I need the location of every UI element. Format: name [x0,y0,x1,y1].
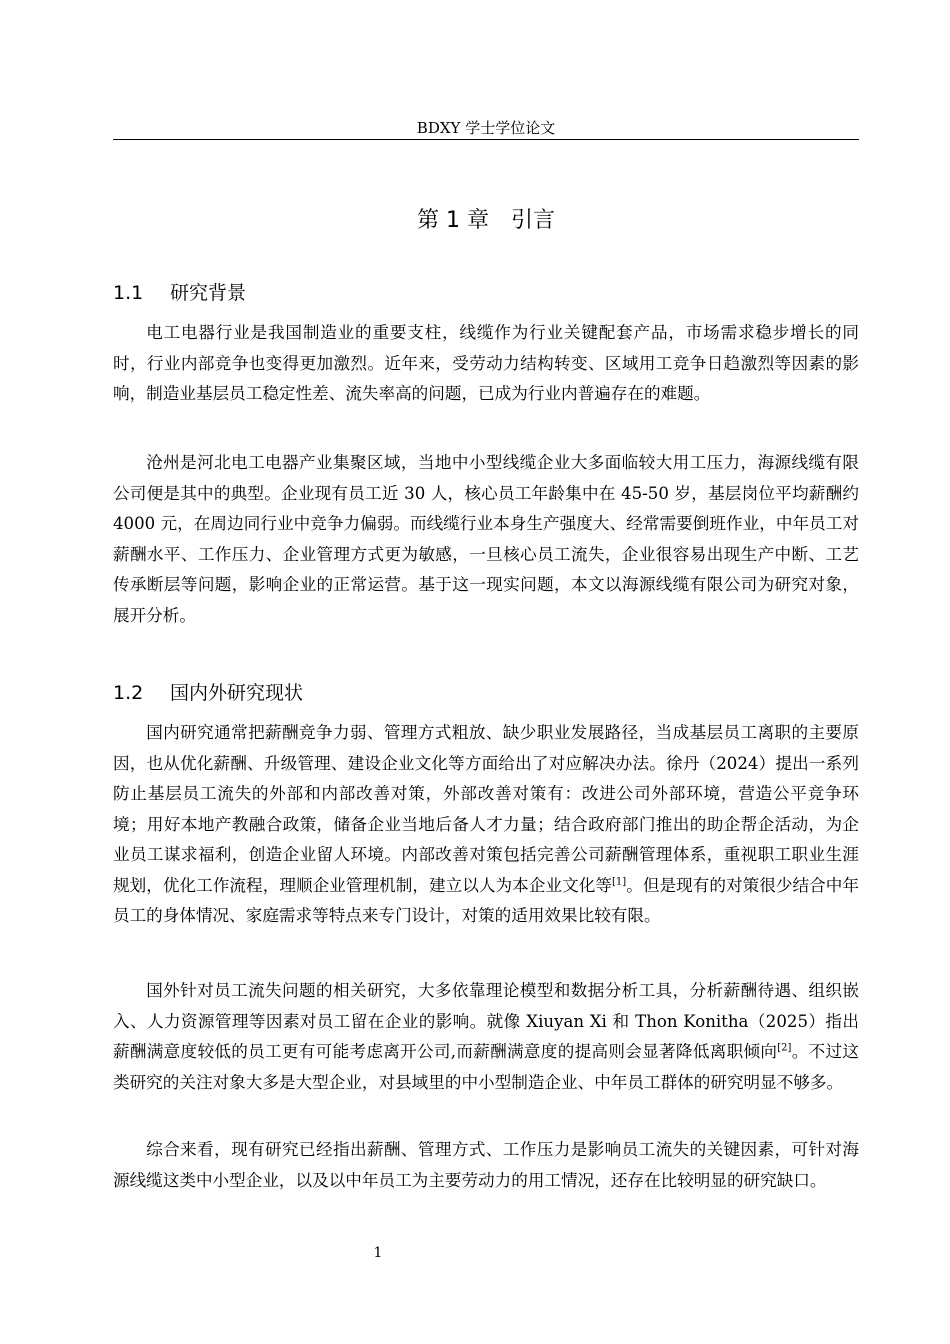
section-number: 1.2 [113,682,144,704]
header-rule [113,139,859,140]
paragraph [113,718,859,932]
paragraph-text: 国内研究通常把薪酬竞争力弱、管理方式粗放、缺少职业发展路径，当成基层员工离职的主要原因，也从优化薪酬、升级管理、建设企业文化等方面给出了对应解决办法。徐丹（2024）提出一系列防止基层员工流失的外部和内部改善对策，外部改善对策有：改进公司外部环境，营造公平竞争环境；用好本地产教融合政策，储备企业当地后备人才力量；结合政府部门推出的助企帮企活动，为企业员工谋求福利，创造企业留人环境。内部改善对策包括完善公司薪酬管理体系，重视职工职业生涯规划，优化工作流程，理顺企业管理机制，建立以人为本企业文化等 [113,723,859,895]
paragraph-text: 。但是现有的对策很少结合中年员工的身体情况、家庭需求等特点来专门设计，对策的适用效果比较有限。 [113,875,860,925]
paragraph [113,1135,859,1196]
section-heading-1-1 [113,280,246,306]
paragraph-text: 综合来看，现有研究已经指出薪酬、管理方式、工作压力是影响员工流失的关键因素，可针对海源线缆这类中小型企业，以及以中年员工为主要劳动力的用工情况，还存在比较明显的研究缺口。 [113,1140,859,1190]
citation-mark: [1] [611,875,627,887]
paragraph-text: 电工电器行业是我国制造业的重要支柱，线缆作为行业关键配套产品，市场需求稳步增长的同时，行业内部竞争也变得更加激烈。近年来，受劳动力结构转变、区域用工竞争日趋激烈等因素的影响，制造业基层员工稳定性差、流失率高的问题，已成为行业内普遍存在的难题。 [113,323,859,403]
section-heading-1-2 [113,680,303,706]
paragraph-text: 国外针对员工流失问题的相关研究，大多依靠理论模型和数据分析工具，分析薪酬待遇、组织嵌入、人力资源管理等因素对员工留在企业的影响。就像 Xiuyan Xi 和 Thon Konitha（2025）指出薪酬满意度较低的员工更有可能考虑离开公司,而薪酬满意度的提高则会显著降低离职倾向 [113,981,859,1061]
citation-mark: [2] [777,1042,792,1054]
section-number: 1.1 [113,282,144,304]
paragraph [113,448,859,631]
page-number: 1 [373,1245,383,1261]
section-title: 国内外研究现状 [170,682,304,704]
paragraph-text: 。不过这类研究的关注对象大多是大型企业，对县域里的中小型制造企业、中年员工群体的研究明显不够多。 [113,1042,859,1092]
section-title: 研究背景 [170,282,247,304]
running-header: BDXY 学士学位论文 [416,119,556,137]
paragraph [113,976,859,1098]
paragraph-text: 沧州是河北电工电器产业集聚区域，当地中小型线缆企业大多面临较大用工压力，海源线缆有限公司便是其中的典型。企业现有员工近 30 人，核心员工年龄集中在 45-50 岁，基层岗位平均薪酬约 4000 元，在周边同行业中竞争力偏弱。而线缆行业本身生产强度大、经常需要倒班作业，中年员工对薪酬水平、工作压力、企业管理方式更为敏感，一旦核心员工流失，企业很容易出现生产中断、工艺传承断层等问题，影响企业的正常运营。基于这一现实问题，本文以海源线缆有限公司为研究对象，展开分析。 [113,453,859,625]
paragraph [113,318,859,410]
chapter-title: 第 1 章 引言 [417,208,555,233]
